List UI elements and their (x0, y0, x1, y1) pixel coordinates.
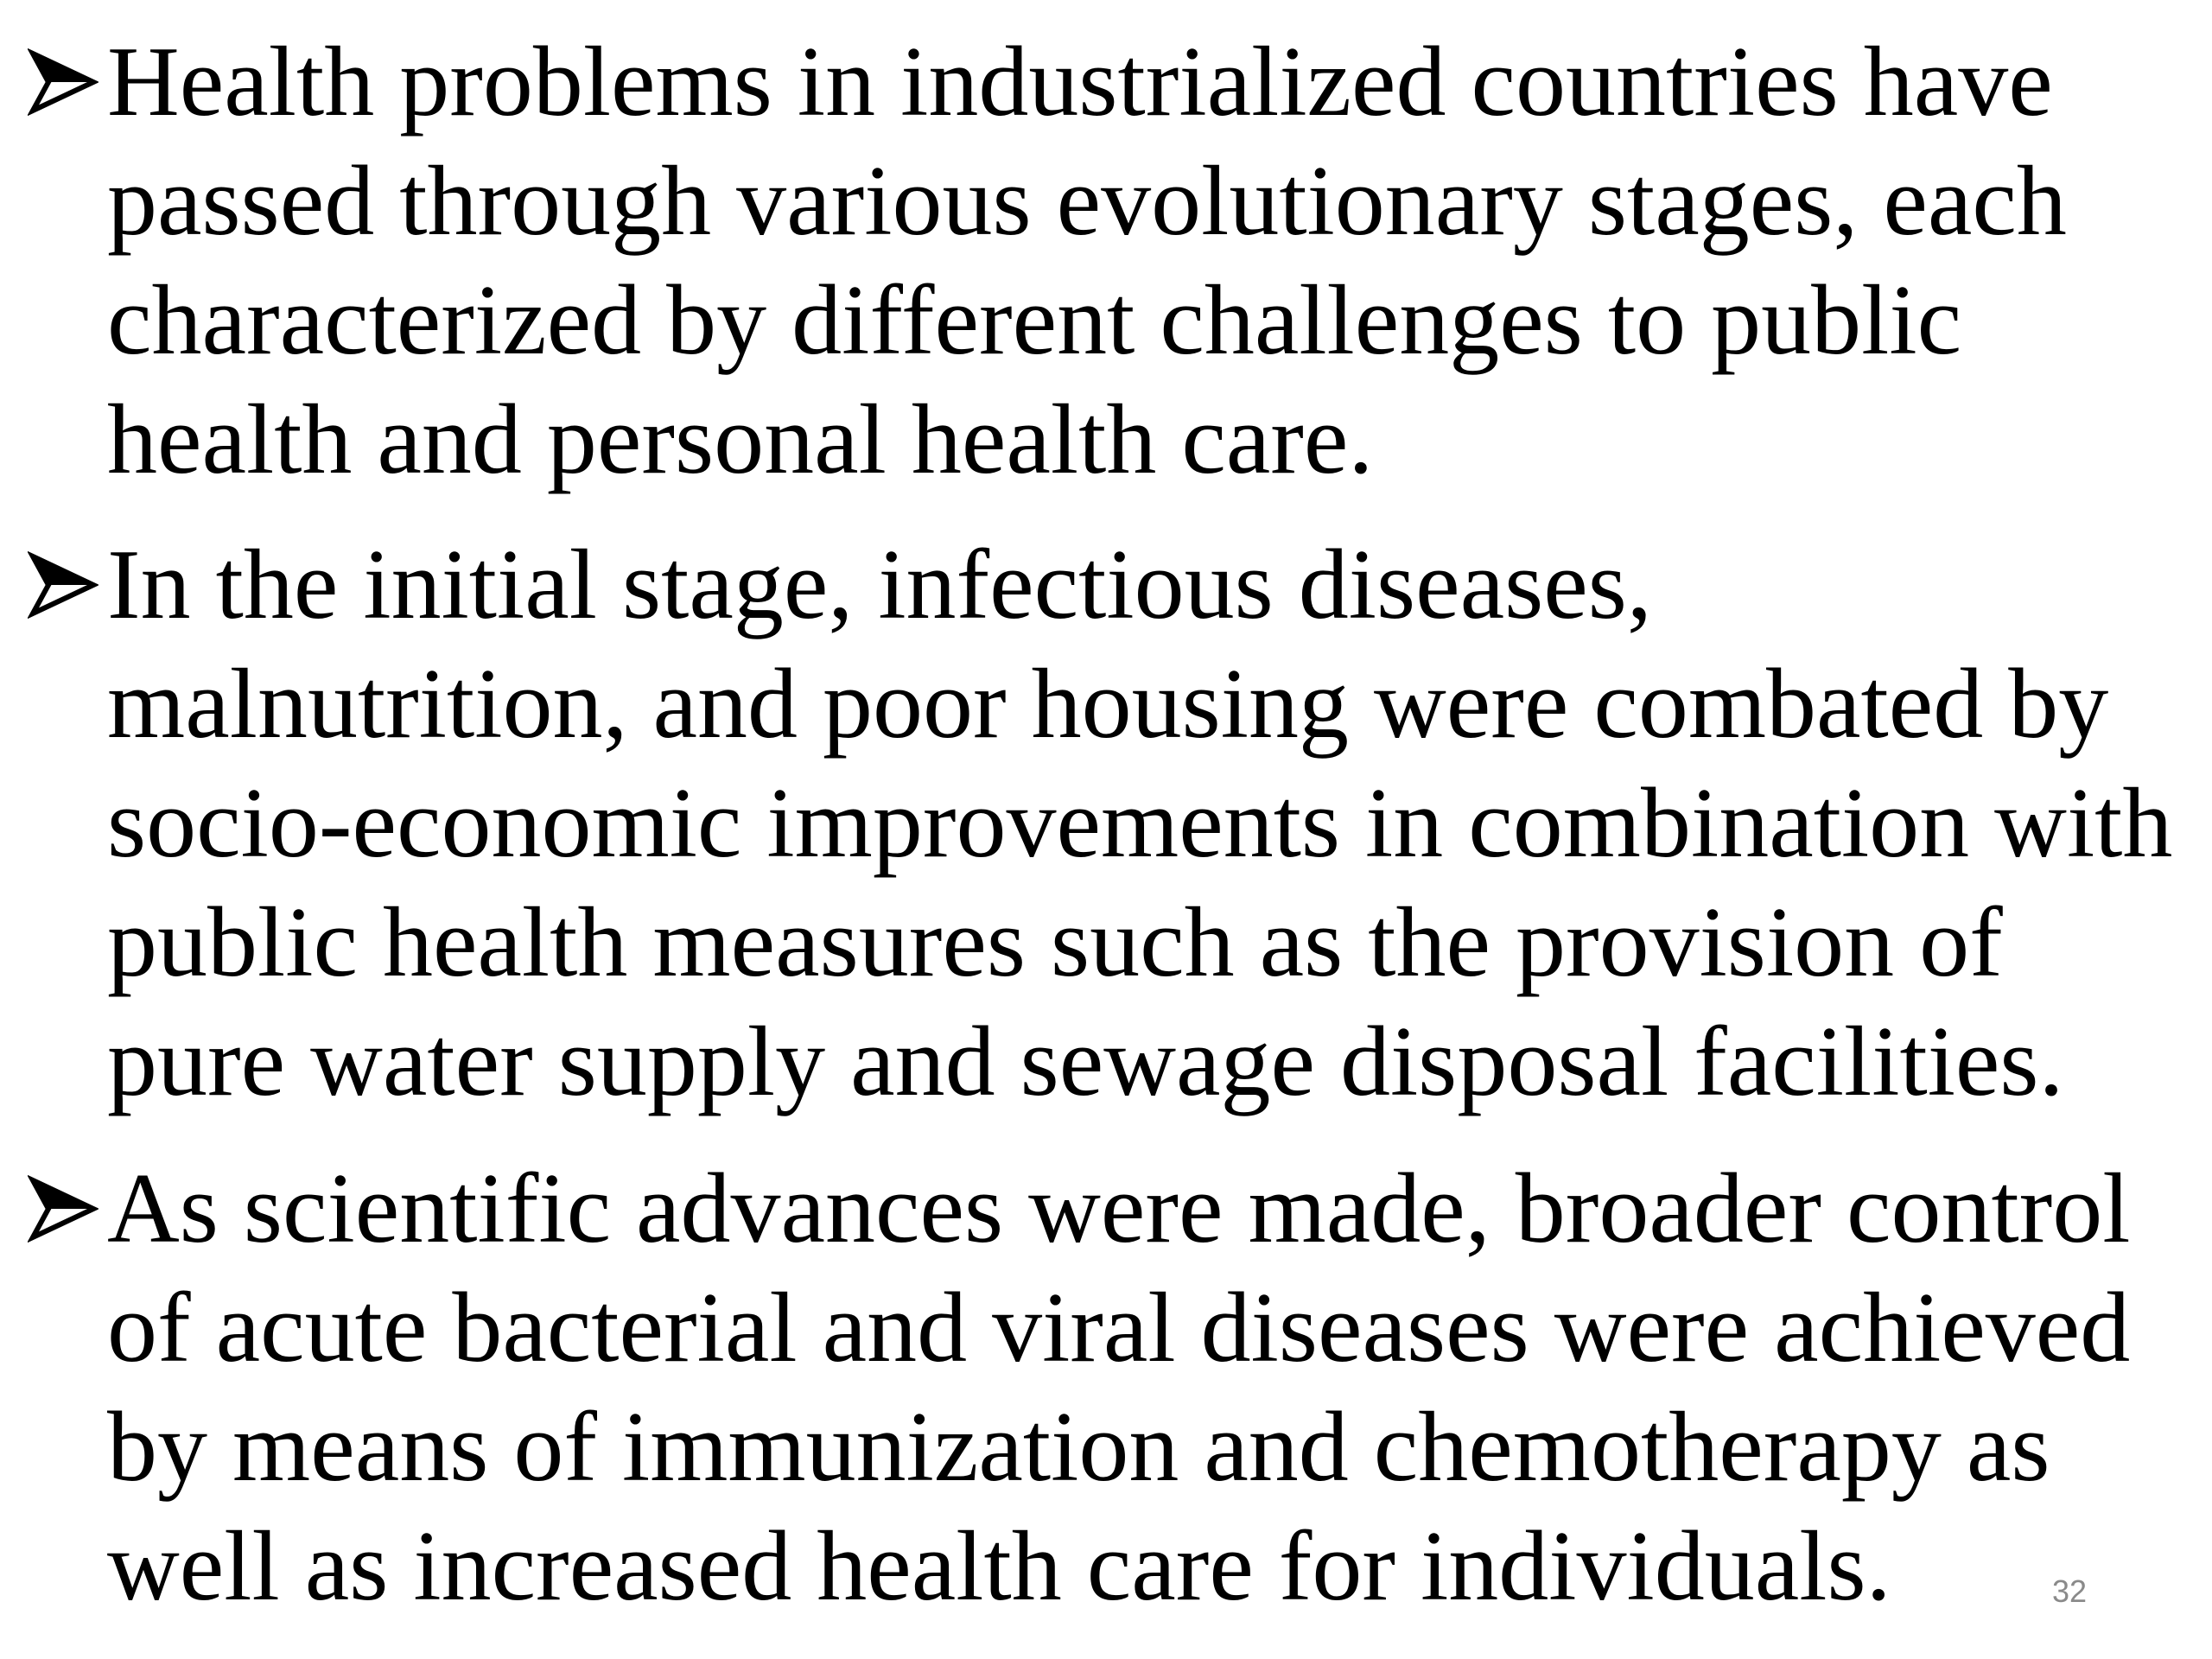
bullet-text: In the initial stage, infectious diseases, malnutrition, and poor housing were combated by socio-economic improvements in combination with public health measures such as the provision of pure water supply and sewage disposal facilities. (107, 530, 2173, 1117)
bullet-item-2 (28, 525, 2188, 1122)
arrowhead-bullet-icon (28, 550, 99, 620)
arrowhead-bullet-icon (28, 47, 99, 118)
bullet-list (28, 22, 2188, 1652)
page-number: 32 (2052, 1573, 2088, 1609)
bullet-item-3 (28, 1149, 2188, 1626)
arrowhead-bullet-icon (28, 1173, 99, 1244)
bullet-text: As scientific advances were made, broader control of acute bacterial and viral diseases were achieved by means of immunization and chemotherapy as well as increased health care for individuals. (107, 1154, 2131, 1622)
bullet-text: Health problems in industrialized countries have passed through various evolutionary stages, each characterized by different challenges to public health and personal health care. (107, 27, 2067, 495)
bullet-item-1 (28, 22, 2188, 499)
